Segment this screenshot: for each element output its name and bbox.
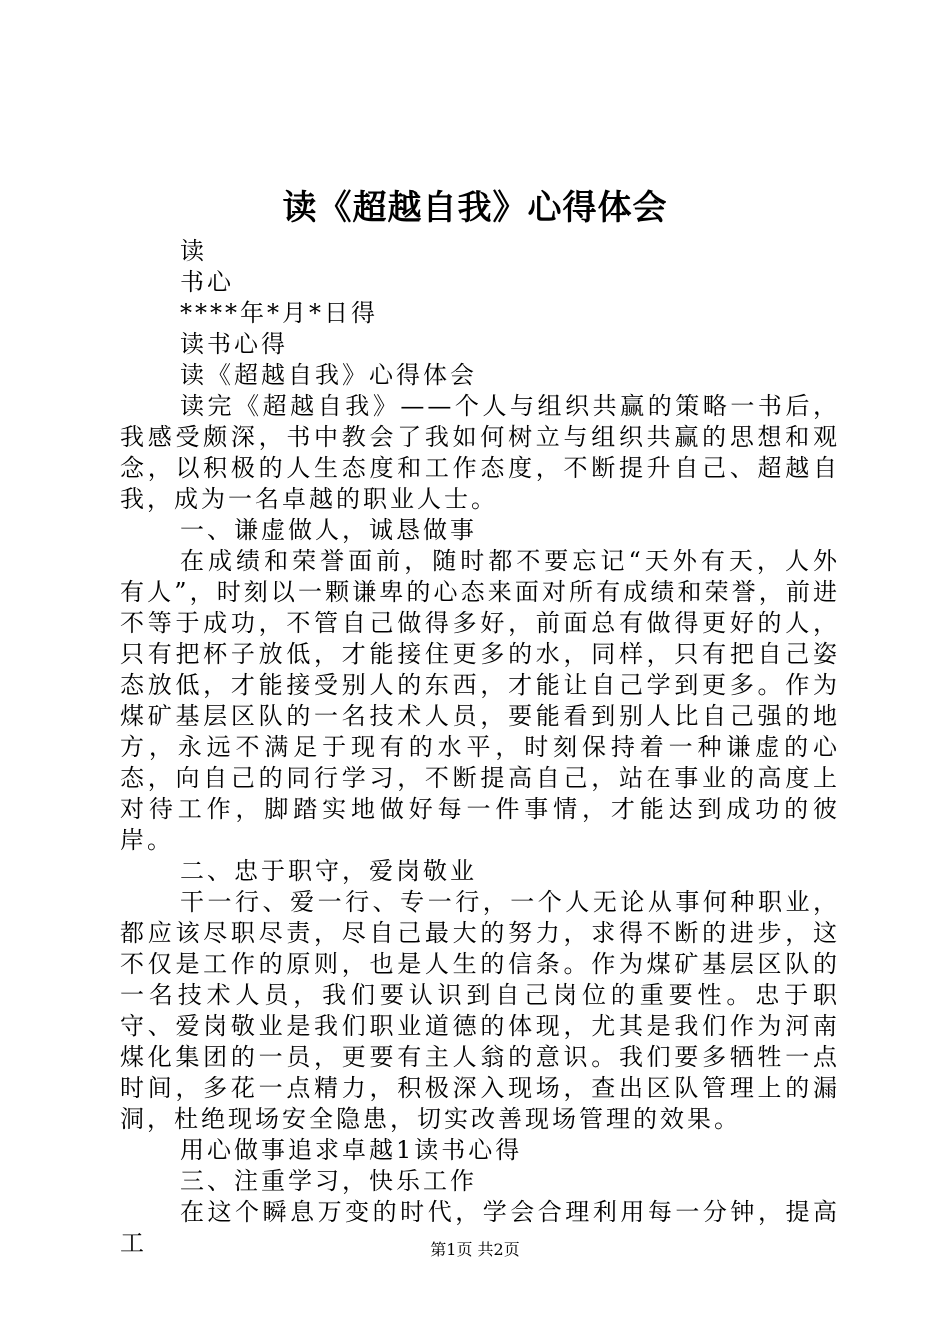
section-paragraph-1: 在成绩和荣誉面前，随时都不要忘记“天外有天，人外有人”，时刻以一颗谦卑的心态来面对所有成绩和荣誉，前进不等于成功，不管自己做得多好，前面总有做得更好的人，只有把杯子放低，才能接住更多的水，同样，只有把自己姿态放低，才能接受别人的东西，才能让自己学到更多。作为煤矿基层区队的一名技术人员，要能看到别人比自己强的地方，永远不满足于现有的水平，时刻保持着一种谦虚的心态，向自己的同行学习，不断提高自己，站在事业的高度上对待工作，脚踏实地做好每一件事情，才能达到成功的彼岸。: [120, 547, 840, 854]
page-footer: 第1页 共2页: [430, 1240, 520, 1259]
intro-paragraph: 读完《超越自我》——个人与组织共赢的策略一书后，我感受颇深，书中教会了我如何树立与组织共赢的思想和观念，以积极的人生态度和工作态度，不断提升自己、超越自我，成为一名卓越的职业人士。: [120, 392, 840, 513]
date-line: ****年*月*日得: [180, 299, 378, 327]
text-line: 书心: [180, 268, 234, 296]
section-paragraph-3: 在这个瞬息万变的时代，学会合理利用每一分钟，提高工: [120, 1198, 840, 1257]
document-title: 读《超越自我》心得体会: [282, 188, 668, 228]
inline-note: 用心做事追求卓越1读书心得: [180, 1136, 523, 1164]
section-heading-2: 二、忠于职守，爱岗敬业: [180, 857, 477, 885]
section-paragraph-2: 干一行、爱一行、专一行，一个人无论从事何种职业，都应该尽职尽责，尽自己最大的努力，求得不断的进步，这不仅是工作的原则，也是人生的信条。作为煤矿基层区队的一名技术人员，我们要认识到自己岗位的重要性。忠于职守、爱岗敬业是我们职业道德的体现，尤其是我们作为河南煤化集团的一员，更要有主人翁的意识。我们要多牺牲一点时间，多花一点精力，积极深入现场，查出区队管理上的漏洞，杜绝现场安全隐患，切实改善现场管理的效果。: [120, 888, 840, 1133]
subtitle-line: 读《超越自我》心得体会: [180, 361, 477, 389]
document-body: [120, 236, 840, 1259]
section-heading-1: 一、谦虚做人，诚恳做事: [180, 516, 477, 544]
text-line: 读书心得: [180, 330, 288, 358]
text-line: 读: [180, 237, 207, 265]
section-heading-3: 三、注重学习，快乐工作: [180, 1167, 477, 1195]
